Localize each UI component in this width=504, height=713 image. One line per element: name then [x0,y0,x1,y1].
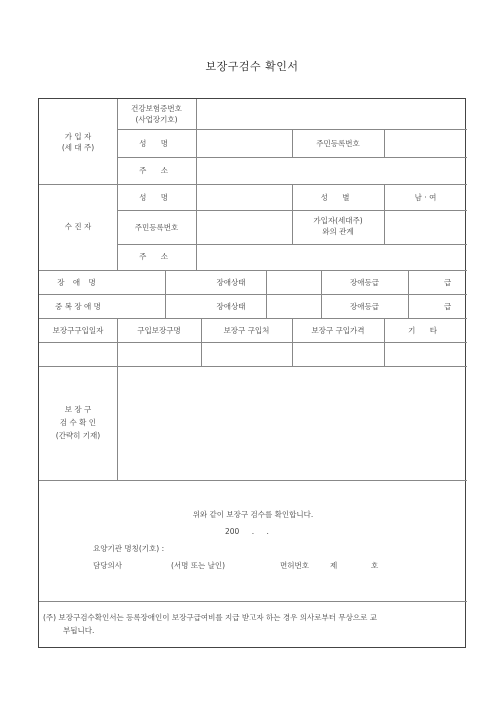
purchase-place-header: 보장구 구입처 [223,326,270,335]
confirm-date: 200 . . [225,527,269,536]
section-divider [39,270,467,271]
col-divider [266,270,267,318]
recipient-gender-value: 남 · 여 [414,193,437,202]
note-line-1: (주) 보장구검수확인서는 등록장애인이 보장구급여비를 지급 받고자 하는 경우 의사로부터 무상으로 교 [43,613,377,622]
col-divider [196,99,197,270]
dup-disability-grade-unit: 급 [444,302,452,311]
recipient-label: 수 진 자 [64,222,92,231]
subscriber-label: 가 입 자 [64,132,92,141]
col-divider [117,318,118,480]
subscriber-address-label: 주 소 [139,166,174,175]
subscriber-resident-no-label: 주민등록번호 [316,139,360,148]
section-divider [39,601,467,602]
license-ordinal-2: 호 [371,561,379,570]
col-divider [165,270,166,318]
disability-status-label: 장애상태 [216,278,246,287]
disability-grade-label: 장애등급 [350,278,379,287]
recipient-address-label: 주 소 [139,252,174,261]
license-ordinal-1: 제 [330,561,338,570]
inspection-label-2: 검 수 확 인 [59,418,97,427]
section-divider [39,480,467,481]
row-divider [39,294,467,295]
purchase-item-header: 구입보장구명 [137,326,181,335]
subscriber-label-sub: (세 대 주) [61,143,95,152]
section-divider [39,184,467,185]
dup-disability-grade-label: 장애등급 [350,302,379,311]
disability-name-label: 장 애 명 [57,278,99,287]
purchase-price-header: 보장구 구입가격 [311,326,365,335]
row-divider [39,318,467,319]
relation-label: 가입자(세대주) [313,216,363,225]
row-divider [39,366,467,367]
doctor-label: 담당의사 [93,561,122,570]
col-divider [408,270,409,318]
recipient-resident-no-label: 주민등록번호 [134,223,179,232]
form-title: 보장구검수 확인서 [205,60,299,73]
purchase-etc-header: 기 타 [408,326,443,335]
inspection-label: 보 장 구 [64,405,92,414]
recipient-gender-label: 성 별 [320,193,356,202]
row-divider [117,244,467,245]
confirm-statement: 위와 같이 보장구 검수를 확인합니다. [192,510,314,519]
col-divider [384,129,385,157]
institution-label: 요양기관 명칭(기호) : [93,544,165,553]
dup-disability-status-label: 장애상태 [216,302,246,311]
signature-label: (서명 또는 날인) [171,561,226,570]
disability-grade-unit: 급 [444,278,452,287]
row-divider [39,342,467,343]
insurance-no-label-sub: (사업장기호) [135,115,178,124]
note-line-2: 부됩니다. [63,626,95,635]
license-label: 면허번호 [280,561,309,570]
insurance-no-label: 건강보험증번호 [131,104,182,113]
recipient-name-label: 성 명 [139,193,174,202]
row-divider [117,157,467,158]
relation-label-sub: 와의 관계 [322,227,354,236]
inspection-label-3: (간략히 기재) [55,431,101,440]
subscriber-name-label: 성 명 [139,139,174,148]
purchase-date-header: 보장구구입일자 [52,326,104,335]
dup-disability-name-label: 중 복 장 애 명 [55,302,101,311]
inspection-form [38,98,466,648]
